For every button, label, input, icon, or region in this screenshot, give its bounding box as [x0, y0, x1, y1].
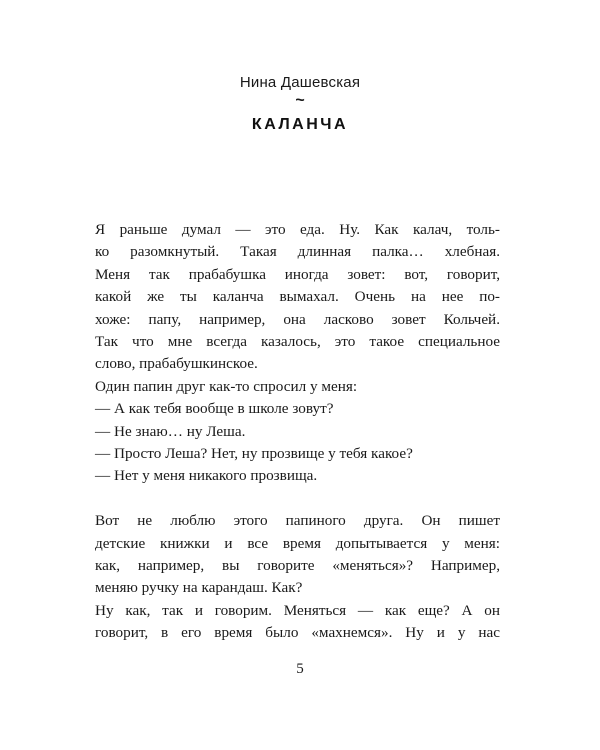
- text-line: Вот не люблю этого папиного друга. Он пишет: [95, 512, 500, 530]
- text-line: какой же ты каланча вымахал. Очень на нее по-: [95, 288, 500, 306]
- text-line: Меня так прабабушка иногда зовет: вот, говорит,: [95, 265, 500, 283]
- page-number: 5: [296, 661, 304, 677]
- dialogue-line: — Не знаю… ну Леша.: [95, 422, 246, 440]
- text-line: меняю ручку на карандаш. Как?: [95, 579, 303, 597]
- text-line: Ну как, так и говорим. Меняться — как еще? А он: [95, 601, 500, 619]
- chapter-title: КАЛАНЧА: [251, 116, 349, 133]
- text-line: Один папин друг как-то спросил у меня:: [95, 377, 358, 395]
- text-line: детские книжки и все время допытывается у меня:: [95, 534, 500, 552]
- text-line: Я раньше думал — это еда. Ну. Как калач, толь-: [95, 221, 500, 238]
- section-gap: [95, 488, 500, 510]
- text-line: как, например, вы говорите «меняться»? Например,: [95, 557, 500, 575]
- text-line: слово, прабабушкинское.: [95, 355, 258, 373]
- text-line: ко разомкнутый. Такая длинная палка… хлебная.: [95, 243, 500, 261]
- title-ornament: ~: [295, 92, 305, 109]
- text-line: Так что мне всегда казалось, это такое специальное: [95, 333, 500, 351]
- dialogue-line: — А как тебя вообще в школе зовут?: [95, 400, 334, 418]
- text-line: говорит, в его время было «махнемся». Ну и у нас: [95, 624, 500, 642]
- dialogue-line: — Нет у меня никакого прозвища.: [95, 467, 318, 485]
- story-text: [95, 219, 500, 645]
- author-name: Нина Дашевская: [239, 74, 361, 91]
- dialogue-line: — Просто Леша? Нет, ну прозвище у тебя какое?: [95, 445, 413, 463]
- text-line: хоже: папу, например, она ласково зовет Кольчей.: [95, 310, 500, 328]
